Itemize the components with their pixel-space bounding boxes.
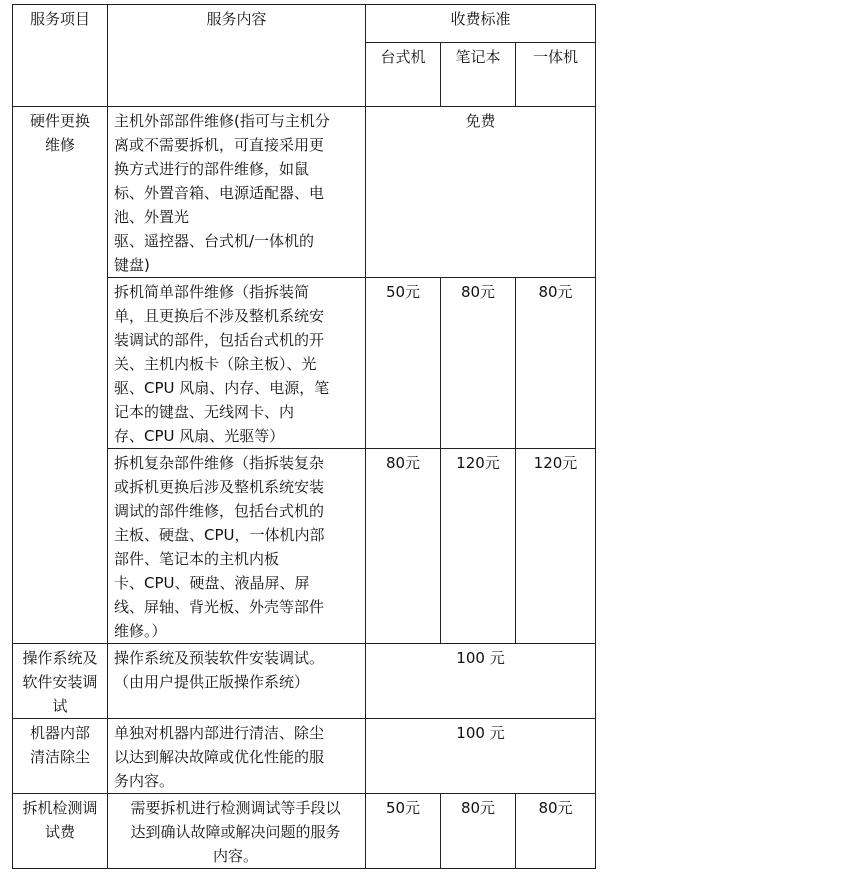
price-aio: [516, 794, 596, 869]
table-row: [13, 794, 596, 869]
service-fee-table: [12, 4, 596, 869]
content-line: 池、外置光: [114, 208, 190, 226]
content-line: 以达到解决故障或优化性能的服: [114, 748, 325, 766]
content-line: 单独对机器内部进行清洁、除尘: [114, 724, 325, 742]
content-line: 记本的键盘、无线网卡、内: [114, 403, 295, 421]
fee-free-text: 免费: [465, 112, 496, 130]
content-simple-parts: [108, 278, 366, 449]
content-line: 内容。: [212, 847, 258, 865]
item-cleaning-line: 机器内部: [29, 724, 90, 742]
price-text: 100 元: [456, 724, 505, 742]
header-laptop: [441, 43, 516, 107]
price-desktop: [366, 449, 441, 644]
price-text: 80元: [538, 799, 573, 817]
item-hardware-line: 维修: [44, 136, 75, 154]
price-text: 100 元: [456, 649, 505, 667]
content-line: 或拆机更换后涉及整机系统安装: [114, 478, 325, 496]
table-row: [13, 107, 596, 278]
header-desktop: [366, 43, 441, 107]
content-line: 拆机复杂部件维修（指拆装复杂: [114, 454, 325, 472]
item-cleaning-line: 清洁除尘: [29, 748, 90, 766]
content-external-parts: [108, 107, 366, 278]
content-line: 卡、CPU、硬盘、液晶屏、屏: [114, 574, 310, 592]
content-line: 驱、遥控器、台式机/一体机的: [114, 232, 315, 250]
content-line: 标、外置音箱、电源适配器、电: [114, 184, 325, 202]
item-hardware-line: 硬件更换: [29, 112, 90, 130]
price-text: 80元: [460, 799, 496, 817]
header-desktop-text: 台式机: [380, 48, 426, 66]
item-cleaning: [13, 719, 108, 794]
header-service-item: [13, 5, 108, 107]
content-cleaning: [108, 719, 366, 794]
content-line: 需要拆机进行检测调试等手段以: [130, 799, 341, 817]
item-os-line: 试: [52, 697, 68, 715]
content-line: 装调试的部件，包括台式机的开: [114, 331, 325, 349]
content-line: 离或不需要拆机，可直接采用更: [114, 136, 325, 154]
content-line: 拆机简单部件维修（指拆装简: [114, 283, 310, 301]
content-line: 达到确认故障或解决问题的服务: [130, 823, 341, 841]
item-os-line: 操作系统及: [22, 649, 98, 667]
price-text: 80元: [385, 454, 421, 472]
price-text: 50元: [385, 799, 421, 817]
content-line: 主板、硬盘、CPU，一体机内部: [114, 526, 325, 544]
price-desktop: [366, 278, 441, 449]
price-laptop: [441, 278, 516, 449]
item-inspection-line: 试费: [44, 823, 75, 841]
price-laptop: [441, 449, 516, 644]
item-inspection-line: 拆机检测调: [22, 799, 98, 817]
header-service-content: [108, 5, 366, 107]
content-line: 线、屏轴、背光板、外壳等部件: [114, 598, 325, 616]
fee-os-install: [366, 644, 596, 719]
content-line: 驱、CPU 风扇、内存、电源，笔: [114, 379, 330, 397]
content-complex-parts: [108, 449, 366, 644]
item-inspection: [13, 794, 108, 869]
item-os-line: 软件安装调: [22, 673, 98, 691]
content-line: 部件、笔记本的主机内板: [114, 550, 280, 568]
fee-cleaning: [366, 719, 596, 794]
header-fee-standard: [366, 5, 596, 43]
content-os-install: [108, 644, 366, 719]
content-line: 关、主机内板卡（除主板）、光: [114, 355, 317, 373]
content-line: （由用户提供正版操作系统）: [114, 673, 310, 691]
price-desktop: [366, 794, 441, 869]
price-text: 120元: [533, 454, 578, 472]
price-text: 80元: [538, 283, 573, 301]
header-aio: [516, 43, 596, 107]
header-service-item-text: 服务项目: [29, 10, 90, 28]
content-line: 单，且更换后不涉及整机系统安: [114, 307, 325, 325]
price-aio: [516, 278, 596, 449]
content-line: 存、CPU 风扇、光驱等）: [114, 427, 285, 445]
header-laptop-text: 笔记本: [455, 48, 501, 66]
price-text: 80元: [460, 283, 496, 301]
price-laptop: [441, 794, 516, 869]
header-service-content-text: 服务内容: [206, 10, 267, 28]
content-line: 换方式进行的部件维修，如鼠: [114, 160, 310, 178]
content-line: 维修。）: [114, 622, 167, 640]
content-line: 操作系统及预装软件安装调试。: [114, 649, 325, 667]
content-line: 键盘): [114, 256, 150, 274]
price-aio: [516, 449, 596, 644]
content-line: 主机外部部件维修(指可与主机分: [114, 112, 330, 130]
table-row: [13, 644, 596, 719]
item-os-install: [13, 644, 108, 719]
content-line: 调试的部件维修，包括台式机的: [114, 502, 325, 520]
header-fee-standard-text: 收费标准: [450, 10, 511, 28]
content-line: 务内容。: [114, 772, 175, 790]
table-row: [13, 719, 596, 794]
header-aio-text: 一体机: [532, 48, 578, 66]
item-hardware: [13, 107, 108, 644]
price-text: 120元: [456, 454, 500, 472]
price-text: 50元: [385, 283, 421, 301]
content-inspection: [108, 794, 366, 869]
fee-external-parts: [366, 107, 596, 278]
